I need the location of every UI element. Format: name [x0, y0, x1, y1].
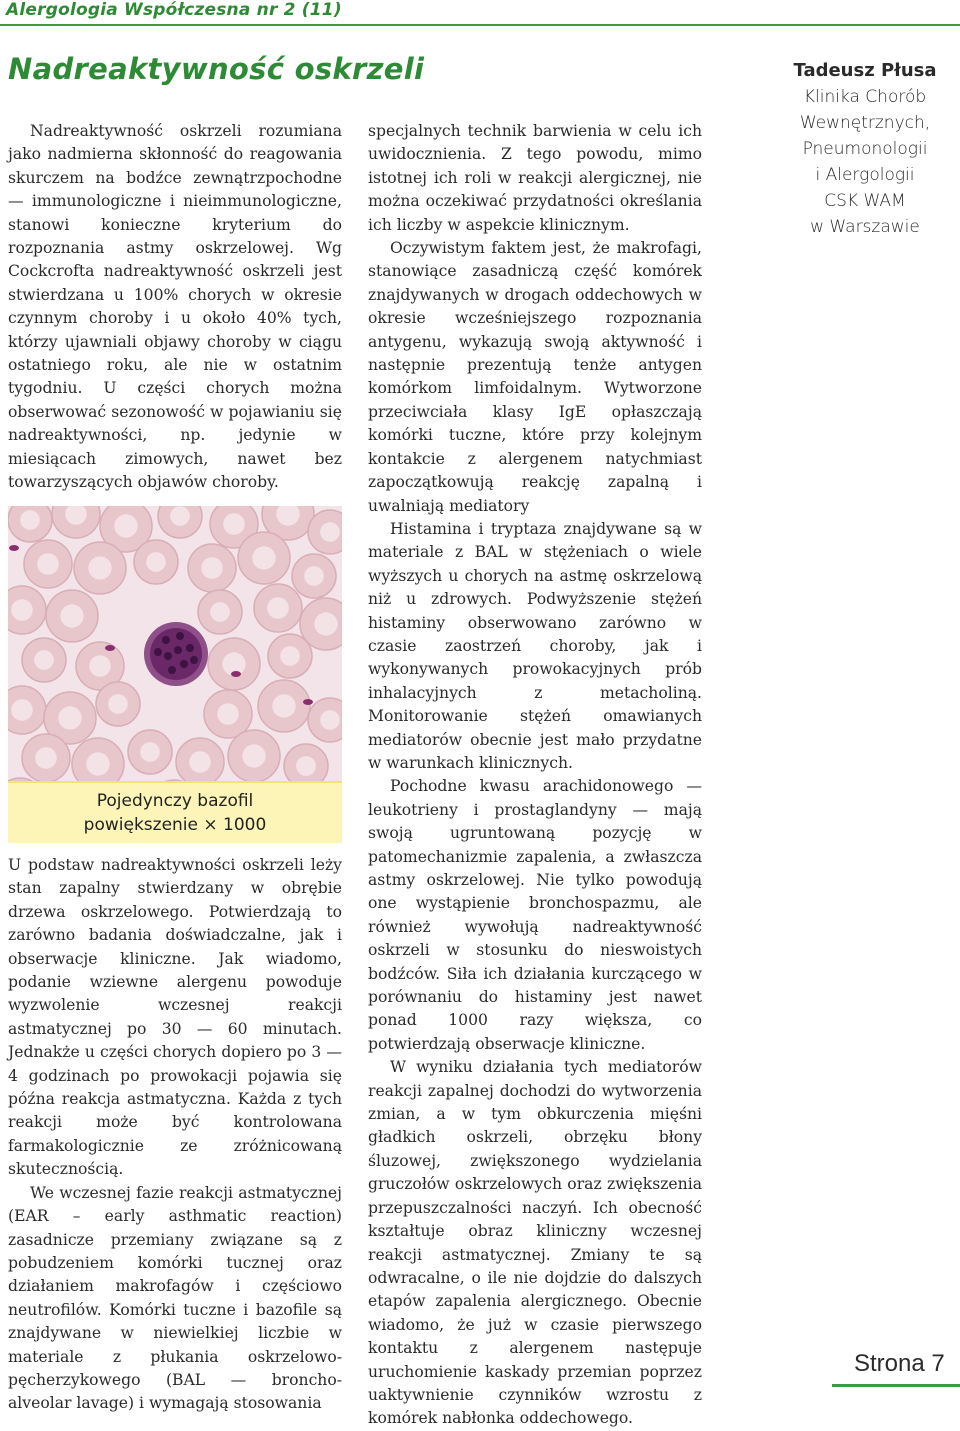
basophil-granule [180, 660, 188, 668]
caption-line-1: Pojedynczy bazofil [96, 791, 254, 811]
paragraph: Oczywistym faktem jest, że makrofagi, stanowiące zasadniczą część komórek znajdywanych w drogach oddechowych w okresie wcześniejszego rozpoznania antygenu, wykazują swoją aktywność i następnie prezentują tenże antygen komórkom limfoidalnym. Wytworzone przeciwciała klasy IgE opłaszczają komórki tuczne, które przy kolejnym kontakcie z alergenem natychmiast zapoczątkowują reakcję zapalną i uwalniają mediatory [368, 239, 702, 515]
basophil-granule [186, 644, 194, 652]
journal-title: Alergologia Współczesna nr 2 (11) [6, 0, 342, 20]
paragraph: Nadreaktywność oskrzeli rozumiana jako nadmierna skłonność do reagowania skurczem na bodźce zewnątrzpochodne — immunologiczne i nieimmunologiczne, stanowi konieczne kryterium do rozpoznania astmy oskrzelowej. Wg Cockcrofta nadreaktywność oskrzeli jest stwierdzana u 100% chorych w okresie czynnym choroby i u około 40% tych, którzy ujawniali objawy choroby w ciągu ostatniego roku, ale nie w ostatnim tygodniu. U części chorych można obserwować sezonowość w pojawianiu się nadreaktywności, np. jedynie w miesiącach zimowych, nawet bez towarzyszących objawów choroby. [8, 122, 342, 492]
page-number: Strona 7 [854, 1350, 945, 1377]
paragraph: U podstaw nadreaktywności oskrzeli leży stan zapalny stwierdzany w obrębie drzewa oskrzelowego. Potwierdzają to zarówno badania doświadczalne, jak i obserwacje kliniczne. Jak wiadomo, podanie wziewne alergenu powoduje wyzwolenie wczesnej reakcji astmatycznej po 30 — 60 minutach. Jednakże u części chorych dopiero po 3 — 4 godzinach po prowokacji pojawia się późna reakcja astmatyczna. Każda z tych reakcji może być kontrolowana farmakologicznie ze zróżnicowaną skutecznością. [8, 856, 342, 1179]
journal-header [0, 0, 960, 26]
red-blood-cell-center [108, 694, 128, 714]
red-blood-cell-center [201, 557, 223, 579]
red-blood-cell-center [86, 752, 109, 775]
red-blood-cell-center [252, 546, 275, 569]
red-blood-cell-center [272, 694, 295, 717]
footer-rule [832, 1384, 960, 1387]
author-name: Tadeusz Płusa [793, 60, 937, 81]
author-affiliation-line: w Warszawie [810, 217, 920, 237]
red-blood-cell-center [11, 699, 33, 721]
red-blood-cell-center [217, 703, 239, 725]
basophil-granule [164, 652, 172, 660]
red-blood-cell-center [280, 646, 300, 666]
red-blood-cell-center [35, 747, 57, 769]
text-column-left-bottom [8, 854, 342, 1416]
basophil-granule [154, 648, 162, 656]
article-title: Nadreaktywność oskrzeli [8, 52, 425, 86]
author-block [770, 58, 960, 240]
red-blood-cell-center [320, 522, 340, 542]
red-blood-cell-center [89, 655, 111, 677]
basophil-granule [168, 666, 176, 674]
platelet [231, 671, 241, 677]
red-blood-cell-center [88, 556, 111, 579]
red-blood-cell-center [20, 510, 40, 530]
paragraph: specjalnych technik barwienia w celu ich uwidocznienia. Z tego powodu, mimo istotnej ich roli w reakcji alergicznej, nie można oczekiwać przydatności określania ich liczby w aspekcie klinicznym. [368, 122, 702, 234]
red-blood-cell-center [223, 513, 245, 535]
red-blood-cell-center [11, 599, 33, 621]
red-blood-cell-center [146, 552, 166, 572]
basophil-granule [190, 656, 198, 664]
text-column-middle [368, 120, 702, 1431]
red-blood-cell-center [140, 742, 160, 762]
author-affiliation-line: i Alergologii [815, 165, 915, 185]
platelet [303, 699, 313, 705]
author-affiliation-line: Pneumonologii [802, 139, 928, 159]
platelet [9, 545, 19, 551]
author-affiliation-line: Klinika Chorób [803, 87, 927, 107]
red-blood-cell-center [314, 612, 337, 635]
red-blood-cell-center [320, 710, 340, 730]
red-blood-cell-center [242, 744, 265, 767]
red-blood-cell-center [296, 756, 316, 776]
paragraph: Pochodne kwasu arachidonowego — leukotrieny i prostaglandyny — mają swoją ugruntowaną pozycję w patomechanizmie zapalenia, a zwłaszcza astmy oskrzelowej. Nie tylko powodują one wystąpienie bronchospazmu, ale również wywołują nadreaktywność oskrzeli w stosunku do nieswoistych bodźców. Siła ich działania kurczącego w porównaniu do histaminy jest nawet ponad 1000 razy większa, co potwierdzają obserwacje kliniczne. [368, 777, 702, 1053]
red-blood-cell-center [210, 602, 230, 622]
paragraph: Histamina i tryptaza znajdywane są w materiale z BAL w stężeniach o wiele wyższych u chorych na astmę oskrzelową niż u zdrowych. Podwyższenie stężeń histaminy obserwowano zarówno w czasie zaostrzeń choroby, jak i wykonywanych prowokacyjnych prób inhalacyjnych z metacholiną. Monitorowanie stężeń omawianych mediatorów obecnie jest mało przydatne w warunkach klinicznych. [368, 519, 702, 772]
red-blood-cell-center [37, 553, 59, 575]
paragraph: We wczesnej fazie reakcji astmatycznej (EAR – early asthmatic reaction) zasadnicze przemiany związane są z pobudzeniem komórki tucznej oraz działaniem makrofagów i częściowo neutrofilów. Komórki tuczne i bazofile są znajdywane w niewielkiej liczbie w materiale z płukania oskrzelowo-pęcherzykowego (BAL — broncho-alveolar lavage) i wymagają stosowania [8, 1183, 342, 1413]
paragraph: W wyniku działania tych mediatorów reakcji zapalnej dochodzi do wytworzenia zmian, a w tym obkurczenia mięśni gładkich oskrzeli, obrzęku błony śluzowej, zwiększonego wydzielania gruczołów oskrzelowych oraz zwiększenia przepuszczalności naczyń. Ich obecność kształtuje obraz kliniczny wczesnej reakcji astmatycznej. Zmiany te są odwracalne, o ile nie dojdzie do dalszych etapów zapalenia alergicznego. Obecnie wiadomo, że już w czasie pierwszego kontaktu z alergenem następuje uruchomienie kaskady przemian poprzez uaktywnienie czynników wzrostu z komórek nabłonka oddechowego. [368, 1058, 702, 1428]
red-blood-cell-center [114, 514, 137, 537]
author-affiliation-line: CSK WAM [824, 191, 906, 211]
red-blood-cell-center [267, 597, 289, 619]
platelet [105, 645, 115, 651]
text-column-left-top [8, 120, 342, 495]
red-blood-cell-center [304, 566, 324, 586]
red-blood-cell-center [189, 751, 211, 773]
basophil-granule [176, 632, 184, 640]
red-blood-cell-center [60, 604, 83, 627]
red-blood-cell-center [34, 650, 54, 670]
basophil-granule [162, 636, 170, 644]
red-blood-cell-center [58, 706, 81, 729]
author-affiliation-line: Wewnętrznych, [799, 113, 931, 133]
figure-caption [8, 781, 342, 843]
caption-line-2: powiększenie × 1000 [83, 815, 267, 835]
basophil-granule [174, 646, 182, 654]
red-blood-cell-center [170, 506, 190, 526]
